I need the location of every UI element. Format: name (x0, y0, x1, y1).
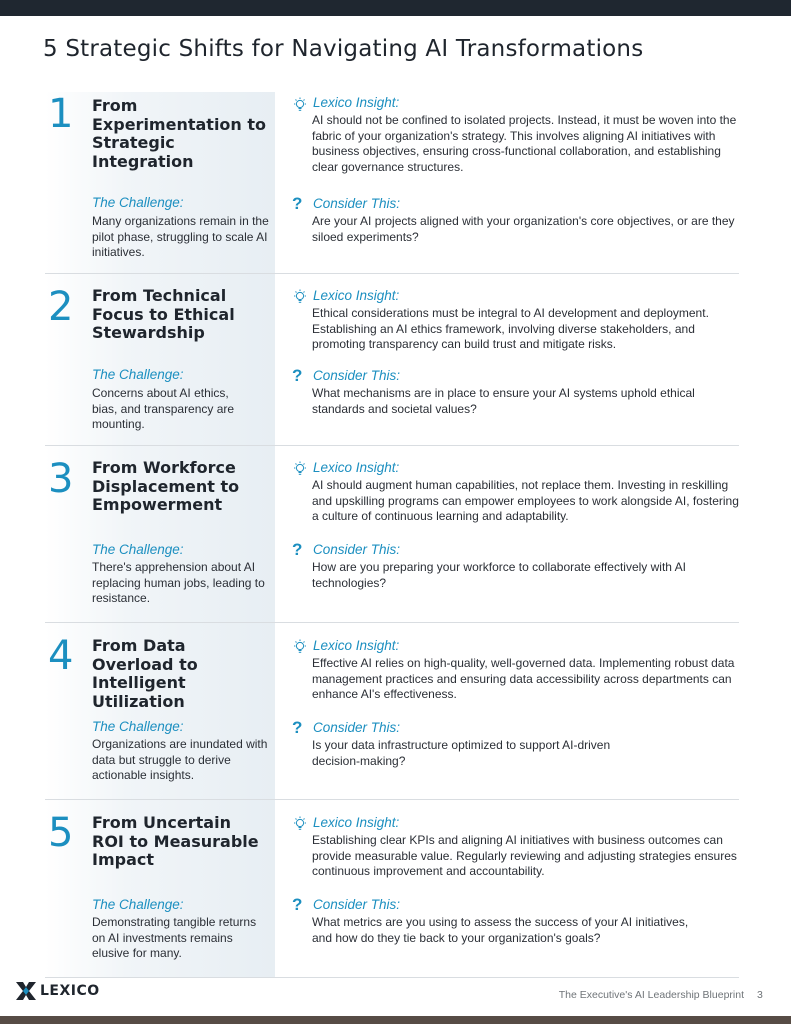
challenge-label: The Challenge: (92, 367, 184, 382)
insight-label: Lexico Insight: (313, 815, 400, 830)
page-title: 5 Strategic Shifts for Navigating AI Transformations (43, 36, 644, 62)
lexico-logo-mark-icon (16, 982, 36, 1000)
consider-text: What mechanisms are in place to ensure your AI systems uphold ethical standards and societal values? (312, 386, 695, 416)
lightbulb-icon (292, 461, 308, 477)
consider-text: How are you preparing your workforce to collaborate effectively with AI technologies? (312, 560, 686, 590)
lightbulb-icon (292, 816, 308, 832)
shift-2 (45, 274, 739, 446)
consider-label: Consider This: (313, 897, 401, 912)
footer-document-title: The Executive's AI Leadership Blueprint (558, 989, 744, 1001)
insight-label: Lexico Insight: (313, 460, 400, 475)
question-mark-icon: ? (292, 540, 303, 559)
consider-label: Consider This: (313, 368, 401, 383)
logo-text: LEXICO (40, 983, 100, 999)
shift-1 (45, 92, 739, 274)
insight-text: Establishing clear KPIs and aligning AI initiatives with business outcomes can provide measurable value. Regularly reviewing and adjusting strategies ensures continuous improvement and accountability. (312, 833, 737, 878)
shift-number: 4 (48, 633, 74, 679)
insight-text: Ethical considerations must be integral to AI development and deployment. Establishing an AI ethics framework, involving diverse stakeholders, and promoting transparency can build trust and mitigate risks. (312, 306, 709, 351)
lexico-logo (16, 982, 100, 1000)
consider-text: Is your data infrastructure optimized to support AI-driven decision-making? (312, 738, 611, 768)
lightbulb-icon (292, 97, 308, 113)
shift-number: 1 (48, 91, 74, 137)
shift-number: 5 (48, 810, 74, 856)
shift-5 (45, 800, 739, 978)
consider-text: Are your AI projects aligned with your organization's core objectives, or are they siloed experiments? (312, 214, 735, 244)
consider-label: Consider This: (313, 542, 401, 557)
insight-label: Lexico Insight: (313, 95, 400, 110)
insight-text: AI should augment human capabilities, not replace them. Investing in reskilling and upskilling programs can empower employees to work alongside AI, fostering a culture of continuous learning and adaptability. (312, 478, 739, 523)
challenge-text: Demonstrating tangible returns on AI investments remains elusive for many. (92, 915, 257, 960)
challenge-label: The Challenge: (92, 195, 184, 210)
bottom-bar (0, 1016, 791, 1024)
challenge-label: The Challenge: (92, 542, 184, 557)
challenge-label: The Challenge: (92, 719, 184, 734)
shift-title: From Experimentation to Strategic Integration (92, 96, 267, 171)
lightbulb-icon (292, 639, 308, 655)
shift-title: From Technical Focus to Ethical Stewardship (92, 286, 235, 342)
top-bar (0, 0, 791, 16)
shift-title: From Data Overload to Intelligent Utilization (92, 636, 198, 711)
insight-text: Effective AI relies on high-quality, well-governed data. Implementing robust data management practices and ensuring data accessibility across departments can enhance AI's effectiveness. (312, 656, 735, 701)
challenge-text: Organizations are inundated with data but struggle to derive actionable insights. (92, 737, 268, 782)
lightbulb-icon (292, 289, 308, 305)
page-number: 3 (757, 989, 763, 1001)
consider-label: Consider This: (313, 720, 401, 735)
question-mark-icon: ? (292, 194, 303, 213)
question-mark-icon: ? (292, 895, 303, 914)
challenge-text: Concerns about AI ethics, bias, and transparency are mounting. (92, 386, 235, 431)
shift-3 (45, 446, 739, 623)
challenge-label: The Challenge: (92, 897, 184, 912)
insight-label: Lexico Insight: (313, 638, 400, 653)
shift-number: 2 (48, 284, 74, 330)
question-mark-icon: ? (292, 366, 303, 385)
consider-text: What metrics are you using to assess the success of your AI initiatives, and how do they tie back to your organization's goals? (312, 915, 689, 945)
challenge-text: Many organizations remain in the pilot phase, struggling to scale AI initiatives. (92, 214, 269, 259)
challenge-text: There's apprehension about AI replacing human jobs, leading to resistance. (92, 560, 265, 605)
insight-text: AI should not be confined to isolated projects. Instead, it must be woven into the fabric of your organization's strategy. This involves aligning AI initiatives with business objectives, ensuring cross-functional collaboration, and establishing clear governance structures. (312, 113, 737, 174)
question-mark-icon: ? (292, 718, 303, 737)
shift-4 (45, 623, 739, 800)
shift-title: From Workforce Displacement to Empowerment (92, 458, 240, 514)
shift-number: 3 (48, 456, 74, 502)
consider-label: Consider This: (313, 196, 401, 211)
insight-label: Lexico Insight: (313, 288, 400, 303)
shift-title: From Uncertain ROI to Measurable Impact (92, 813, 259, 869)
